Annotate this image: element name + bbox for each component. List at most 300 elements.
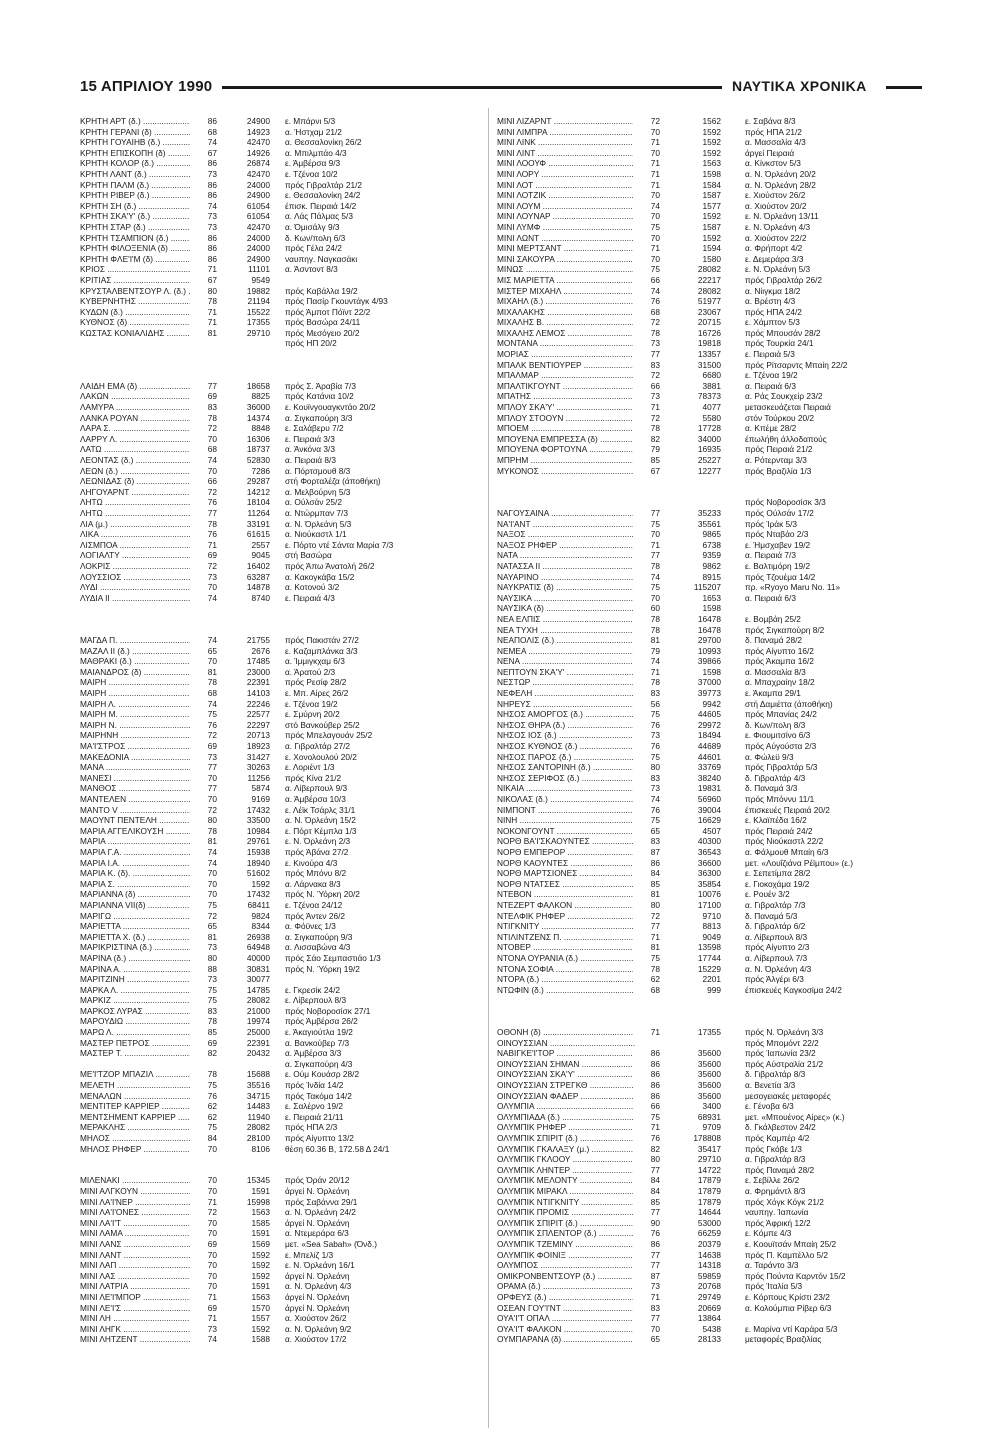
ship-status: α. Φάλμουθ Μπαίη 6/3 [745,846,829,857]
ship-tonnage: 36300 [697,868,721,879]
ship-row [497,233,897,244]
ship-tonnage: 66259 [697,1228,721,1239]
ship-name: ΟΜΙΚΡΟΝΒΕΝΤΣΟΥΡ (δ.) ..... [497,1271,635,1282]
ship-year: 69 [190,741,217,752]
ship-name: ΟΣΕΑΝ ΓΟΥ'Ι'ΝΤ ..... [497,1303,635,1314]
ship-name: ΝΑΞΟΣ ΡΗΦΕΡ ..... [497,540,635,551]
ship-row [80,476,480,487]
ship-name: ΜΑΙΡΗ ..... [80,677,192,688]
ship-tonnage: 6738 [702,539,721,550]
ship-status: ε. Άκαμπα 29/1 [745,688,801,699]
ship-year: 73 [633,338,660,349]
ship-row [80,1292,480,1303]
ship-status: δ. Παναμά 3/3 [745,783,798,794]
ship-name: ΜΑΙΡΗΝΗ ..... [80,730,192,741]
ship-tonnage: 1592 [251,1323,270,1334]
ship-tonnage: 22577 [246,709,270,720]
ship-name: ΜΙΝΙ ΛΗΓΚ ..... [80,1324,192,1335]
ship-tonnage: 29710 [697,1154,721,1165]
ship-status: ε. Σμύρνη 20/2 [285,709,340,720]
ship-tonnage: 19818 [697,338,721,349]
ship-year: 73 [190,572,217,583]
ship-name: ΚΡΗΤΗ ΣΤΑΡ (δ.) ..... [80,222,192,233]
ship-status: α. Κολούμπια Ρίβερ 6/3 [745,1302,832,1313]
ship-name: ΜΙΧΑΗΛ (δ.) ..... [497,296,635,307]
ship-row [80,783,480,794]
ship-status: ε. Σαλέρνο 19/2 [285,1101,344,1112]
ship-status: μετ. «Μπουένος Αίρες» (κ.) [745,1111,845,1122]
ship-row [80,805,480,816]
ship-name: ΜΑΓΔΑ Π. ..... [80,635,192,646]
ship-status: ε. Λίβερπουλ 8/3 [285,995,347,1006]
ship-status: πρός Μπουσάν 28/2 [745,327,821,338]
ship-name: ΟΙΝΟΥΣΣΙΑΝ ΣΗΜΑΝ ..... [497,1059,635,1070]
ship-tonnage: 1592 [702,137,721,148]
ship-tonnage: 51977 [697,296,721,307]
ship-tonnage: 15688 [246,1069,270,1080]
ship-status: α. Πειραιά 6/3 [745,380,796,391]
ship-name: ΛΗΤΩ ..... [80,497,192,508]
ship-name: ΜΑΡΙΑ Ι.Α. ..... [80,858,192,869]
ship-row [80,688,480,699]
ship-tonnage: 18737 [246,444,270,455]
ship-row [80,709,480,720]
ship-name: ΜΙΣΤΕΡ ΜΙΧΑΗΛ ..... [497,286,635,297]
ship-name: ΝΙΜΠΟΝΤ ..... [497,805,635,816]
ship-tonnage: 78373 [697,391,721,402]
ship-name: ΟΛΥΜΠΙΚ ΜΕΛΟΝΤΥ ..... [497,1175,635,1186]
ship-row [497,264,897,275]
ship-status: α. Νίιγκμα 18/2 [745,285,801,296]
ship-status: μετ. «Sea Sabah» (Όνδ.) [285,1238,377,1249]
ship-name: ΝΑΤΑ ..... [497,550,635,561]
ship-year: 86 [633,1080,660,1091]
ship-status: δ. Παναμά 28/2 [745,635,802,646]
ship-name: ΜΟΡΙΑΣ ..... [497,349,635,360]
ship-tonnage: 5874 [251,783,270,794]
ship-name: ΚΥΔΩΝ (δ.) ..... [80,307,192,318]
ship-year: 86 [190,243,217,254]
ship-year: 60 [633,603,660,614]
ship-row [80,1006,480,1017]
section-gap [80,370,480,381]
ship-status: ε. Ν. Όρλεάνη 5/3 [745,264,811,275]
ship-tonnage: 26874 [246,158,270,169]
ship-status: α. Λίβερπουλ 9/3 [285,783,348,794]
ship-tonnage: 22297 [246,719,270,730]
ship-status: άργεί Ν. Όρλεάνη [285,1270,350,1281]
ship-tonnage: 1591 [251,1228,270,1239]
ship-year: 81 [190,932,217,943]
ship-status: ναυπηγ. Ίαπωνία [745,1207,809,1218]
ship-row [80,1228,480,1239]
ship-status: ε. Καζαμπλάνκα 3/3 [285,645,358,656]
ship-year: 76 [633,1133,660,1144]
ship-tonnage: 33191 [246,518,270,529]
ship-tonnage: 21000 [246,1005,270,1016]
ship-year: 72 [633,413,660,424]
ship-row [80,635,480,646]
ship-tonnage: 14212 [246,486,270,497]
ship-name: ΝΕΠΤΟΥΝ ΣΚΑ'Υ' ..... [497,667,635,678]
page-header [0,0,1000,100]
ship-year: 75 [190,995,217,1006]
ship-year: 76 [633,1228,660,1239]
ship-tonnage: 20713 [246,730,270,741]
ship-year: 74 [633,572,660,583]
ship-row [80,243,480,254]
ship-row [497,603,897,614]
ship-name: ΜΙΝΙ ΛΑΝΣ ..... [80,1239,192,1250]
ship-status: α. Μασσαλία 4/3 [745,137,806,148]
ship-tonnage: 51602 [246,868,270,879]
ship-row [80,1207,480,1218]
ship-tonnage: 8106 [251,1143,270,1154]
ship-row [80,1112,480,1123]
ship-year: 86 [633,1069,660,1080]
ship-tonnage: 20715 [697,317,721,328]
ship-name: ΜΙΧΑΛΑΚΗΣ ..... [497,307,635,318]
ship-name: ΚΡΗΤΗ ΣΚΑ'Υ' (δ.) ..... [80,211,192,222]
ship-row [497,1207,897,1218]
section-gap [497,1016,897,1027]
ship-name: ΜΙΝΙ ΛΑΜΑ ..... [80,1228,192,1239]
ship-name: ΜΙΝΙ ΜΕΡΤΣΑΝΤ ..... [497,243,635,254]
ship-name: ΜΑΣΤΕΡ ΠΕΤΡΟΣ ..... [80,1038,192,1049]
ship-year: 73 [633,391,660,402]
ship-row [80,921,480,932]
ship-row [497,688,897,699]
ship-status: πρός Γιβραλτάρ 21/2 [285,179,362,190]
ship-row [497,381,897,392]
ship-row [497,1218,897,1229]
ship-status: ε. Ν. Όρλεάνη 4/3 [745,221,811,232]
ship-name: ΜΑΙΑΝΔΡΟΣ (δ) ..... [80,667,192,678]
ship-status: πρός Ν. Όρλεάνη 3/3 [745,1027,824,1038]
ship-row [497,1027,897,1038]
ship-row [497,1260,897,1271]
ship-tonnage: 1592 [251,1270,270,1281]
ship-year: 80 [633,762,660,773]
ship-name: ΜΑΝΤΕΛΕΝ ..... [80,794,192,805]
ship-name: ΜΑΡΙΑ ..... [80,836,192,847]
ship-tonnage: 37000 [697,677,721,688]
ship-row [80,508,480,519]
ship-year: 75 [633,519,660,530]
ship-status: πρός Αύστραλία 21/2 [745,1058,824,1069]
ship-status: α. Ήστχαμ 21/2 [285,126,342,137]
ship-year: 78 [633,677,660,688]
ship-status: πρός Σ. Άραβία 7/3 [285,380,356,391]
ship-name: ΜΙΝΙ ΛΙΜΠΡΑ ..... [497,127,635,138]
ship-tonnage: 1580 [702,253,721,264]
ship-tonnage: 9359 [702,550,721,561]
ship-year: 73 [190,211,217,222]
ship-name: ΜΙΝΙ ΛΕ'Ι'ΜΠΟΡ ..... [80,1292,192,1303]
ship-row [497,1197,897,1208]
ship-name: ΚΡΙΟΣ ..... [80,264,192,275]
ship-year: 70 [633,127,660,138]
ship-year: 69 [190,391,217,402]
ship-status: πρός Νοβοροσίσκ 27/1 [285,1005,371,1016]
ship-tonnage: 35516 [246,1080,270,1091]
section-gap [80,625,480,636]
ship-tonnage: 18104 [246,497,270,508]
ship-row [497,1112,897,1123]
ship-status: δ. Γκάλβεστον 24/2 [745,1122,816,1133]
ship-status: πρός Καμπέρ 4/2 [745,1133,810,1143]
ship-tonnage: 22391 [246,677,270,688]
ship-year: 69 [190,1038,217,1049]
ship-year: 72 [633,370,660,381]
ship-row [497,360,897,371]
ship-tonnage: 9824 [251,910,270,921]
ship-status: πρός Πακιστάν 27/2 [285,635,359,646]
ship-year: 83 [633,360,660,371]
ship-row [80,1133,480,1144]
ship-status: α. Ν. Όρλεάνη 20/2 [745,168,816,179]
ship-tonnage: 2201 [702,974,721,985]
ship-row [80,572,480,583]
ship-name: ΝΤΕΒΟΝ ..... [497,889,635,900]
ship-status: α. Λίβερπουλ 7/3 [745,952,808,963]
ship-name: ΛΑΡΑ Σ. ..... [80,423,192,434]
ship-status: πρός Αίγυπτο 16/2 [745,645,814,656]
ship-year: 71 [190,307,217,318]
ship-tonnage: 15998 [246,1196,270,1207]
ship-year: 83 [190,402,217,413]
ship-row [80,762,480,773]
ship-year: 68 [190,127,217,138]
ship-row [497,137,897,148]
ship-row [80,593,480,604]
ship-tonnage: 39866 [697,656,721,667]
ship-row [497,932,897,943]
ship-status: ε. Σαβάνα 8/3 [745,116,796,126]
ship-row [80,455,480,466]
ship-tonnage: 16402 [246,560,270,571]
ship-tonnage: 28100 [246,1133,270,1143]
ship-row [80,656,480,667]
ship-tonnage: 33500 [246,815,270,826]
ship-row [497,1069,897,1080]
ship-status: πρός Γκόβε 1/3 [745,1143,802,1154]
ship-tonnage: 39004 [697,804,721,815]
section-gap [497,1006,897,1017]
ship-row [80,444,480,455]
ship-tonnage: 9045 [251,550,270,561]
ship-name: ΜΙΛΕΝΑΚΙ ..... [80,1175,192,1186]
ship-status: ε. Τζένοα 10/2 [285,168,338,179]
ship-row [80,286,480,297]
column-divider [488,108,489,1428]
ship-tonnage: 40300 [697,836,721,847]
ship-name: ΚΡΙΤΙΑΣ ..... [80,275,192,286]
ship-name: ΝΑΥΣΙΚΑ (δ) ..... [497,603,635,614]
ship-tonnage: 1592 [251,878,270,889]
ship-name: ΜΠΛΟΥ ΣΤΟΟΥΝ ..... [497,413,635,424]
section-gap [497,995,897,1006]
ship-tonnage: 178808 [693,1133,721,1143]
ship-name: ΝΤΟΒΕΡ ..... [497,942,635,953]
ship-row [497,783,897,794]
ship-tonnage: 20669 [697,1302,721,1313]
ship-status: ε. Σεβίλλε 26/2 [745,1175,800,1186]
ship-status: ε. Βαλτιμόρη 19/2 [745,560,811,571]
ship-row [497,1186,897,1197]
ship-status: α. Κίνκστον 5/3 [745,158,801,169]
ship-status: ε. Τζένοα 19/2 [745,370,798,381]
ship-year: 74 [190,847,217,858]
ship-name: ΜΑΝΤΟ V ..... [80,805,192,816]
ship-status: πρός Άλγέρι 6/3 [745,974,804,985]
ship-name: ΝΟΡΘ ΒΑ'Ι'ΣΚΑΟΥΝΤΕΣ ..... [497,836,635,847]
ship-name: ΜΙΝΙ ΛΑ'Ι'ΝΕΡ ..... [80,1197,192,1208]
ship-row [497,1175,897,1186]
ship-row [80,158,480,169]
ship-row [80,677,480,688]
ship-name: ΜΙΝΙ ΛΑΝΤ ..... [80,1250,192,1261]
ship-status: α. Πειραιά 7/3 [745,550,796,561]
ship-row [497,1144,897,1155]
ship-row [497,730,897,741]
ship-status: α. Βενετία 3/3 [745,1080,796,1091]
ship-year: 76 [633,296,660,307]
ship-tonnage: 8740 [251,592,270,603]
ship-name: ΟΛΥΜΠΙΚ ΡΗΦΕΡ ..... [497,1122,635,1133]
ship-year: 74 [633,794,660,805]
ship-row [80,137,480,148]
ship-year: 72 [190,730,217,741]
ship-year: 66 [633,381,660,392]
ship-name: ΝΤΕΛΦΙΚ ΡΗΦΕΡ ..... [497,911,635,922]
ship-status: πρός Γιβραλτάρ 26/2 [745,274,822,285]
ship-name: ΜΑ'Ι'ΣΤΡΟΣ ..... [80,741,192,752]
ship-status: ε. Γκρεσίκ 24/2 [285,984,341,995]
ship-status: α. Ν. Όρλεάνη 28/2 [745,179,816,190]
ship-status: ε. Ν. Όρλεάνη 2/3 [285,836,351,847]
ship-name: ΜΙΝΙ ΛΑΣ ..... [80,1271,192,1282]
ship-row [497,667,897,678]
ship-tonnage: 9865 [702,529,721,540]
ship-status: πρός ΗΠΑ 24/2 [745,306,802,317]
ship-year: 70 [190,434,217,445]
ship-year: 73 [190,942,217,953]
ship-tonnage: 20379 [697,1238,721,1249]
ship-status: πρός Βασώρα 24/11 [285,317,361,328]
ship-year: 74 [190,858,217,869]
ship-name: ΟΙΝΟΥΣΣΙΑΝ ΣΚΑ'Υ' ..... [497,1069,635,1080]
ship-tonnage: 42470 [246,137,270,148]
ship-row [80,995,480,1006]
ship-status: ε. Χάμπτον 5/3 [745,317,800,328]
ship-tonnage: 9549 [251,274,270,285]
ship-tonnage: 40000 [246,952,270,963]
ship-year: 71 [633,1122,660,1133]
ship-year: 73 [633,730,660,741]
ship-year: 82 [633,1144,660,1155]
ship-year: 71 [190,540,217,551]
ship-tonnage: 36543 [697,846,721,857]
ship-name: ΟΛΥΜΠΟΣ ..... [497,1260,635,1271]
ship-year: 81 [633,942,660,953]
ship-tonnage: 13357 [697,349,721,360]
ship-row [80,773,480,784]
ship-status: α. Κπέμε 28/2 [745,423,797,434]
ship-tonnage: 17485 [246,656,270,667]
ship-tonnage: 1569 [251,1238,270,1249]
ship-status: ε. Πειραιά 21/11 [285,1111,344,1122]
ship-status: α. Ρότερνταμ 3/3 [745,455,807,465]
ship-name: ΜΙΣ ΜΑΡΙΕΤΤΑ ..... [497,275,635,286]
ship-row [497,561,897,572]
ship-row [80,1016,480,1027]
ship-status: α. Ν. Όρλεάνη 24/2 [285,1207,356,1218]
ship-row [80,879,480,890]
ship-year: 70 [190,1281,217,1292]
ship-row [80,868,480,879]
ship-year: 70 [190,466,217,477]
ship-row [497,815,897,826]
ship-row [80,466,480,477]
ship-status: πρός Ίταλία 5/3 [745,1281,803,1292]
ship-status: ε. Κινούρα 4/3 [285,857,338,868]
ship-tonnage: 10984 [246,825,270,836]
ship-status: ε. Θεσσαλονίκη 24/2 [285,190,361,201]
ship-row [80,519,480,530]
ship-status: στή Φορταλέζα (άποθήκη) [285,476,381,487]
ship-tonnage: 1587 [702,190,721,201]
ship-year: 70 [190,582,217,593]
ship-name: ΚΥΘΝΟΣ (δ) ..... [80,317,192,328]
ship-row [497,1303,897,1314]
ship-year: 62 [633,974,660,985]
ship-status: α. Βρέστη 4/3 [745,296,796,307]
ship-year: 83 [633,836,660,847]
ship-tonnage: 14923 [246,126,270,137]
ship-name: ΜΙΝΙ ΣΑΚΟΥΡΑ ..... [497,254,635,265]
ship-tonnage: 21194 [247,296,270,307]
ship-status: πρός Άντεν 26/2 [285,910,346,921]
ship-tonnage: 7286 [251,465,270,476]
ship-year: 78 [633,964,660,975]
ship-tonnage: 53000 [697,1217,721,1228]
ship-row [80,391,480,402]
ship-name: ΜΙΝΙ ΛΑ'Ι'Τ ..... [80,1218,192,1229]
ship-status: έπωλήθη άλλοδαπούς [745,433,827,444]
ship-row [497,158,897,169]
ship-tonnage: 1577 [702,200,721,211]
issue-date: 15 ΑΠΡΙΛΙΟΥ 1990 [80,78,213,95]
ship-year: 71 [633,402,660,413]
ship-row [497,1239,897,1250]
ship-year: 67 [190,275,217,286]
ship-year: 72 [190,1207,217,1218]
ship-name: ΜΕ'Ι'ΤΖΟΡ ΜΠΑΖΙΛ ..... [80,1069,192,1080]
ship-tonnage: 14722 [697,1164,721,1175]
ship-row [497,646,897,657]
ship-tonnage: 8813 [702,921,721,932]
ship-status: ε. Άκαγιούτλα 19/2 [285,1027,353,1038]
ship-name: ΜΙΝΙ ΑΛΓΚΟΥΝ ..... [80,1186,192,1197]
ship-tonnage: 29761 [246,836,270,847]
ship-year: 71 [190,317,217,328]
ship-row [80,752,480,763]
ship-row [80,858,480,869]
ship-status: ε. Άμβέρσα 9/3 [285,158,341,169]
ship-status: α. Νιούκαστλ 1/1 [285,529,347,540]
ship-name: ΝΗΣΟΣ ΠΑΡΟΣ (δ.) ..... [497,752,635,763]
